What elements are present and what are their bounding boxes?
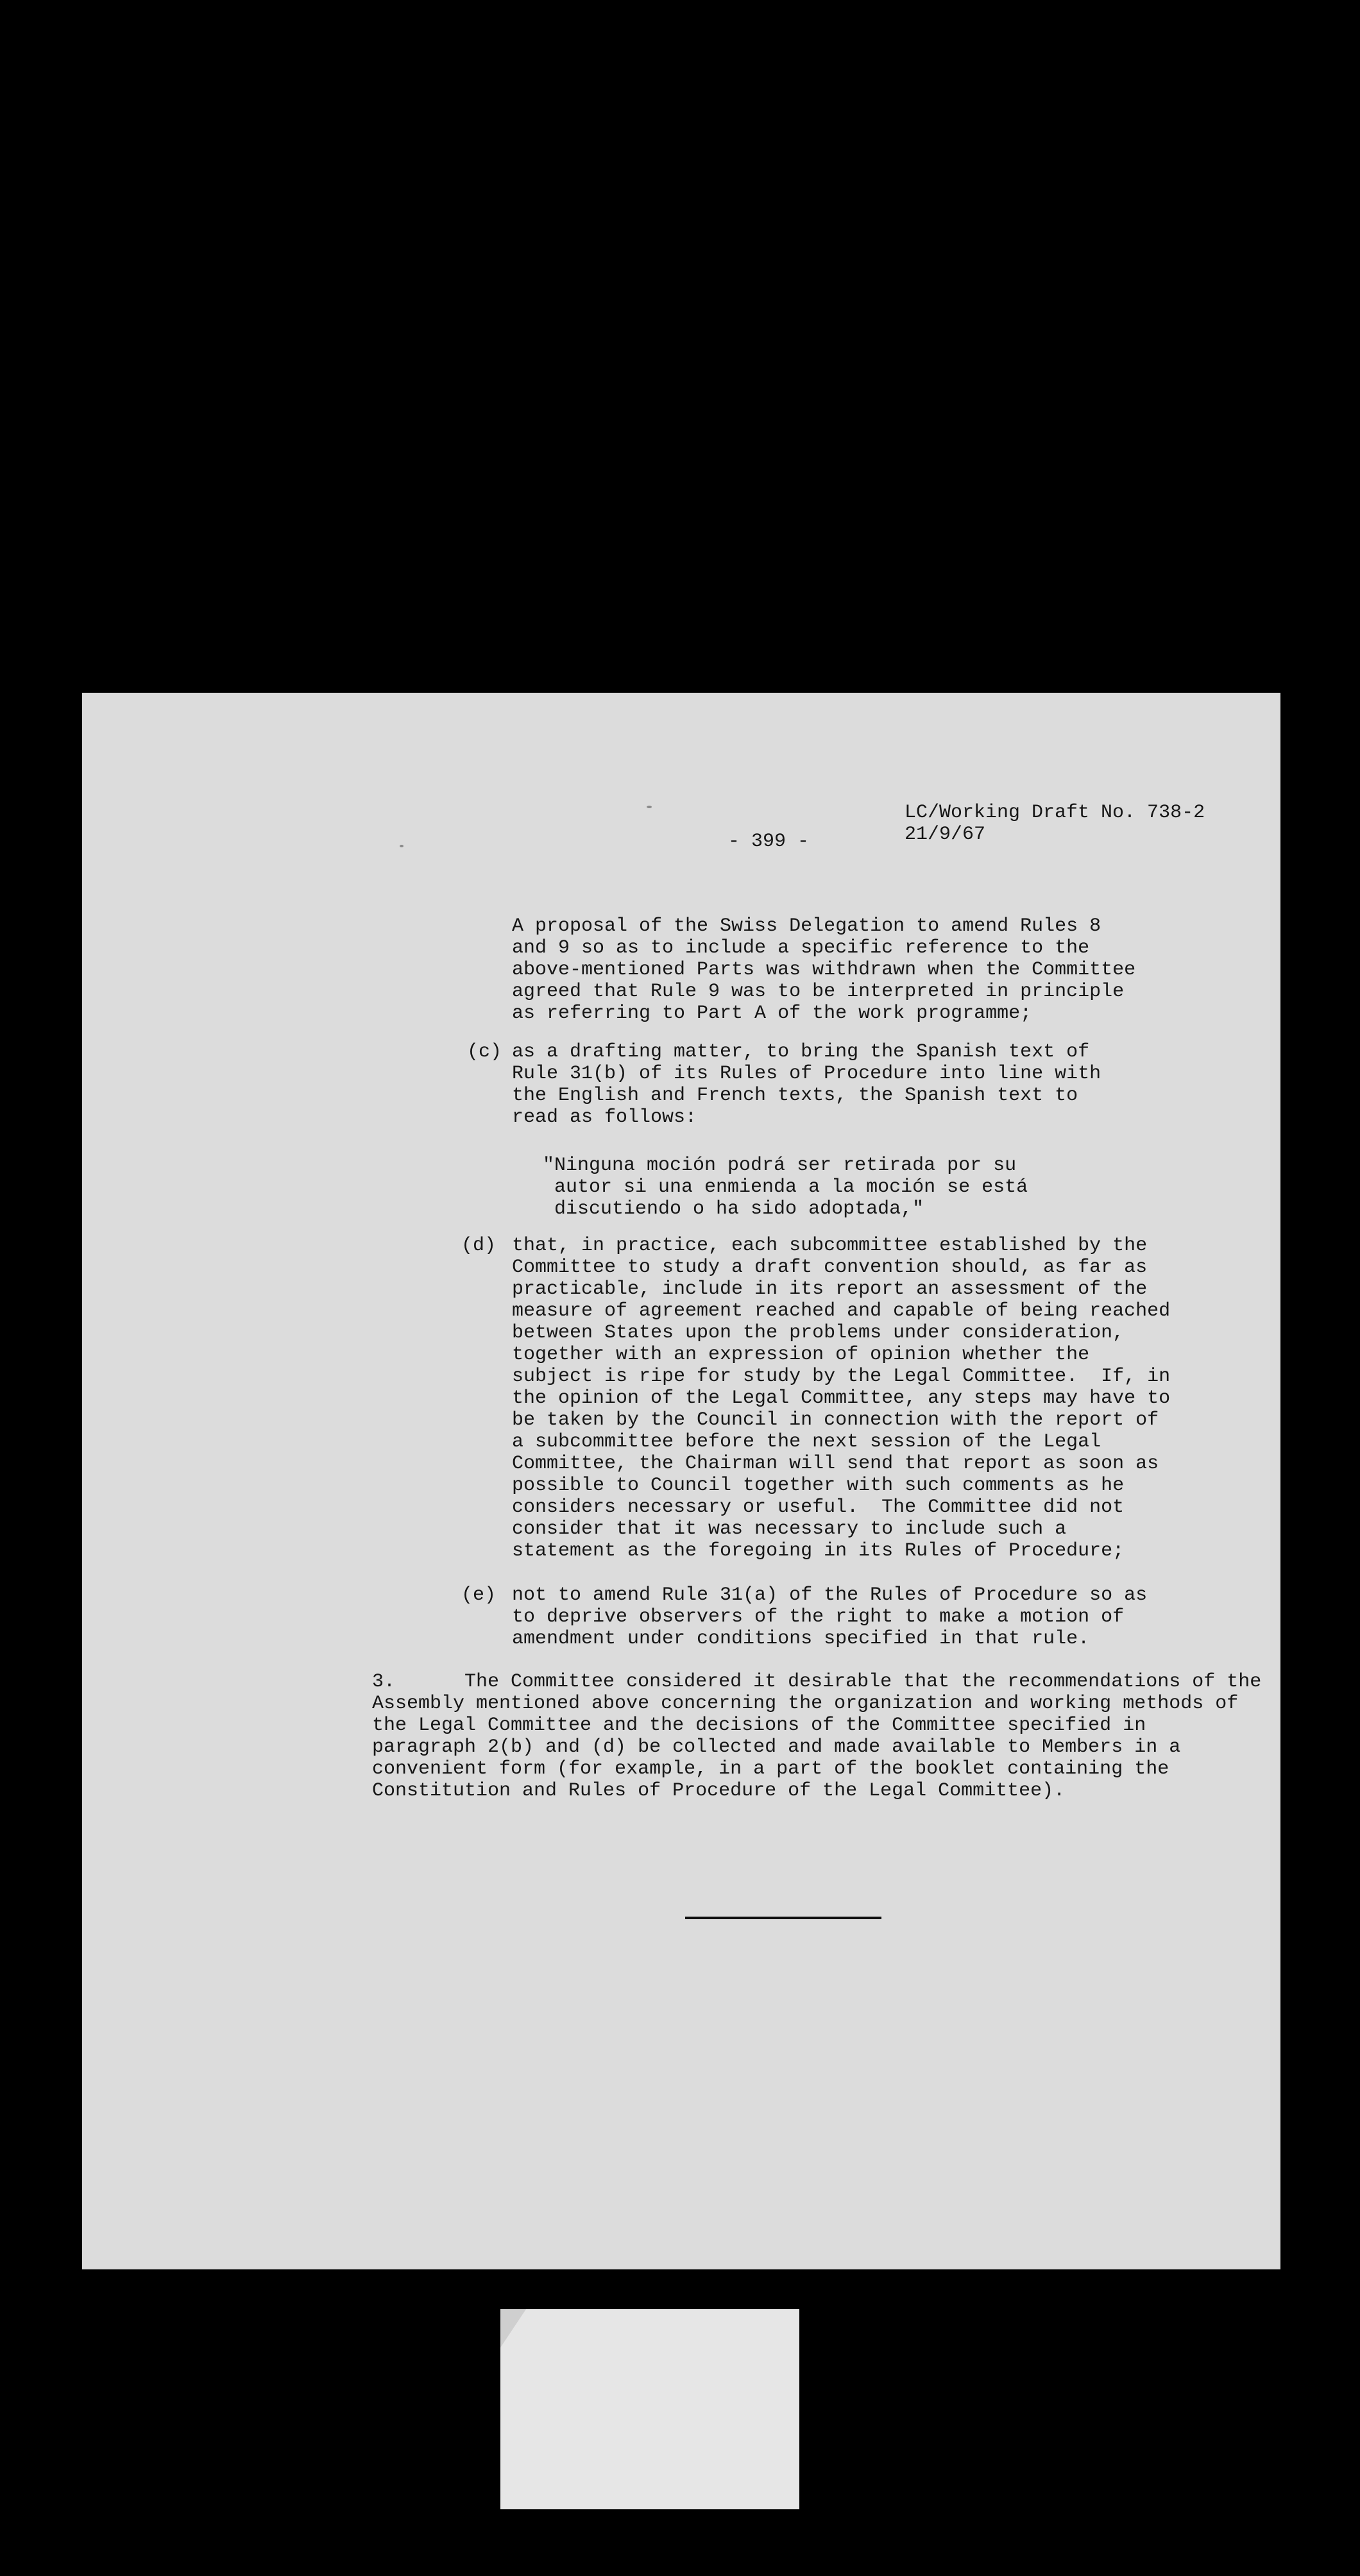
doc-ref-date: 21/9/67 — [905, 824, 986, 845]
doc-ref-number: LC/Working Draft No. 738-2 — [905, 802, 1205, 824]
scan-speck — [400, 845, 404, 847]
end-rule — [685, 1917, 881, 1919]
document-page — [82, 693, 1280, 2269]
page-number: - 399 - — [728, 831, 810, 852]
calibration-card — [500, 2309, 799, 2509]
item-label: (c) — [467, 1041, 502, 1063]
item-text: as a drafting matter, to bring the Spanish text of Rule 31(b) of its Rules of Procedure into line with the English and French texts, the Spanish text to read as follows: — [512, 1041, 1101, 1128]
document-reference — [905, 802, 1205, 845]
scan-speck — [647, 806, 652, 808]
item-text: not to amend Rule 31(a) of the Rules of Procedure so as to deprive observers of the right to make a motion of amendment under conditions specified in that rule. — [512, 1584, 1148, 1650]
card-fold — [500, 2309, 526, 2348]
spanish-quote: "Ninguna moción podrá ser retirada por su autor si una enmienda a la moción se está discutiendo o ha sido adoptada," — [543, 1155, 1028, 1220]
item-label: (e) — [461, 1584, 497, 1606]
item-text: that, in practice, each subcommittee established by the Committee to study a draft convention should, as far as practicable, include in its report an assessment of the measure of agreement reached and capable of being reached between States upon the problems under consideration, together with an expression of opinion whether the subject is ripe for study by the Legal Committee. If, in the opinion of the Legal Committee, any steps may have to be taken by the Council in connection with the report of a subcommittee before the next session of the Legal Committee, the Chairman will send that report as soon as possible to Council together with such comments as he considers necessary or useful. The Committee did not consider that it was necessary to include such a statement as the foregoing in its Rules of Procedure; — [512, 1235, 1171, 1562]
item-label: (d) — [461, 1235, 497, 1257]
paragraph-3: 3. The Committee considered it desirable that the recommendations of the Assembly mentioned above concerning the organization and working methods of the Legal Committee and the decisions of the Committee specified in paragraph 2(b) and (d) be collected and made available to Members in a convenient form (for example, in a part of the booklet containing the Constitution and Rules of Procedure of the Legal Committee). — [372, 1671, 1262, 1802]
intro-paragraph: A proposal of the Swiss Delegation to amend Rules 8 and 9 so as to include a specific reference to the above-mentioned Parts was withdrawn when the Committee agreed that Rule 9 was to be interpreted in principle as referring to Part A of the work programme; — [512, 915, 1136, 1024]
